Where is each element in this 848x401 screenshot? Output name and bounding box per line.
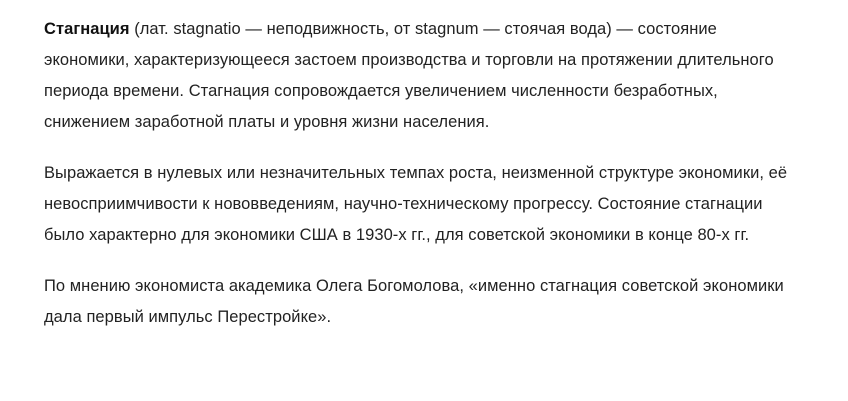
paragraph-quote bbox=[44, 271, 804, 333]
paragraph-text: Выражается в нулевых или незначительных темпах роста, неизменной структуре экономики, её невосприимчивости к нововведениям, научно-техническому прогрессу. Состояние стагнации было характерно для экономики США в 1930-х гг., для советской экономики в конце 80-х гг. bbox=[44, 164, 788, 244]
paragraph-characteristics bbox=[44, 158, 804, 251]
paragraph-text: (лат. stagnatio — неподвижность, от stagnum — стоячая вода) — состояние экономики, характеризующееся застоем производства и торговли на протяжении длительного периода времени. Стагнация сопровождается увеличением численности безработных, снижением заработной платы и уровня жизни населения. bbox=[44, 20, 774, 131]
paragraph-definition bbox=[44, 14, 804, 138]
term-label: Стагнация bbox=[44, 20, 130, 38]
paragraph-text: По мнению экономиста академика Олега Богомолова, «именно стагнация советской экономики дала первый импульс Перестройке». bbox=[44, 277, 784, 326]
